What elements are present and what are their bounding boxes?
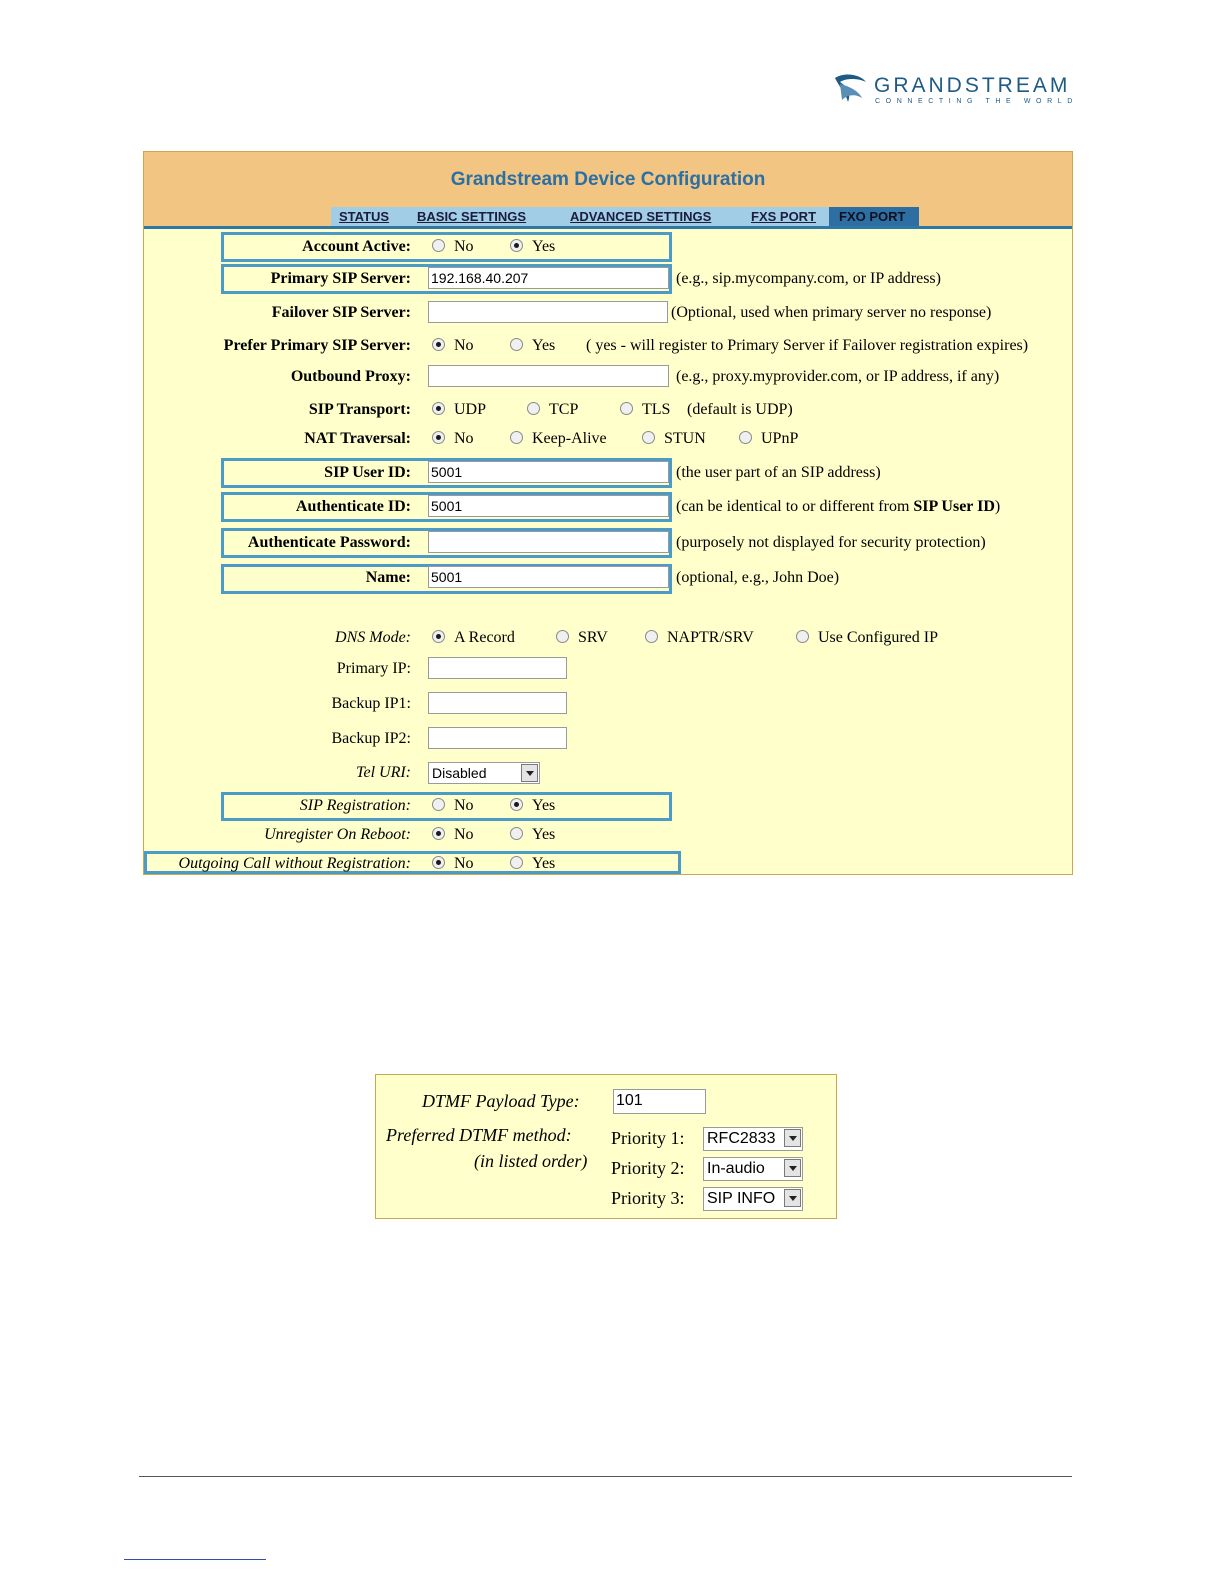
chevron-down-icon[interactable] [521, 764, 538, 782]
dtmf-settings-panel [375, 1074, 837, 1219]
sip-transport-hint: (default is UDP) [687, 401, 793, 418]
radio-selected-icon [432, 630, 445, 643]
sip-registration-no-radio[interactable]: No [432, 797, 474, 815]
chevron-down-icon[interactable] [784, 1159, 801, 1177]
tel-uri-label: Tel URI: [356, 764, 411, 781]
radio-selected-icon [432, 856, 445, 869]
radio-icon [432, 239, 445, 252]
tab-advanced-settings[interactable]: ADVANCED SETTINGS [570, 209, 712, 224]
row-backup-ip1 [144, 692, 1072, 716]
header-divider [144, 226, 1072, 229]
tab-status[interactable]: STATUS [339, 209, 390, 224]
tab-bar [331, 207, 919, 226]
sip-transport-tls-radio[interactable]: TLS [620, 401, 670, 419]
row-outbound-proxy [144, 365, 1072, 389]
radio-icon [796, 630, 809, 643]
row-failover-sip-server [144, 301, 1072, 325]
account-active-no-radio[interactable]: No [432, 238, 474, 256]
prefer-primary-label: Prefer Primary SIP Server: [223, 337, 411, 354]
dns-mode-use-configured-ip-radio[interactable]: Use Configured IP [796, 629, 938, 647]
account-active-yes-radio[interactable]: Yes [510, 238, 555, 256]
footer-divider [139, 1476, 1072, 1477]
dns-mode-a-record-radio[interactable]: A Record [432, 629, 515, 647]
radio-icon [527, 402, 540, 415]
sip-registration-yes-radio[interactable]: Yes [510, 797, 555, 815]
outbound-proxy-label: Outbound Proxy: [290, 368, 411, 385]
tel-uri-select[interactable]: Disabled [428, 762, 540, 784]
row-name [144, 566, 1072, 590]
dns-mode-naptr-srv-radio[interactable]: NAPTR/SRV [645, 629, 754, 647]
row-primary-sip-server [144, 267, 1072, 291]
radio-selected-icon [432, 402, 445, 415]
row-unregister-on-reboot [144, 823, 1072, 847]
sip-transport-udp-radio[interactable]: UDP [432, 401, 486, 419]
row-sip-user-id [144, 461, 1072, 485]
row-sip-registration [144, 794, 1072, 818]
chevron-down-icon[interactable] [784, 1189, 801, 1207]
chevron-down-icon[interactable] [784, 1129, 801, 1147]
logo-tagline: CONNECTING THE WORLD [875, 98, 1078, 105]
grandstream-logo [832, 72, 1078, 112]
authenticate-id-input[interactable]: 5001 [428, 495, 669, 517]
primary-ip-label: Primary IP: [336, 660, 411, 677]
row-outgoing-call-without-registration [144, 852, 1072, 876]
grandstream-logo-icon [832, 72, 868, 110]
dtmf-payload-type-input[interactable]: 101 [613, 1089, 706, 1114]
account-active-label: Account Active: [302, 238, 411, 255]
primary-sip-server-input[interactable]: 192.168.40.207 [428, 267, 669, 289]
primary-sip-server-label: Primary SIP Server: [270, 270, 411, 287]
tab-basic-settings[interactable]: BASIC SETTINGS [417, 209, 527, 224]
dtmf-payload-type-label: DTMF Payload Type: [422, 1091, 580, 1111]
unregister-on-reboot-no-radio[interactable]: No [432, 826, 474, 844]
failover-sip-server-input[interactable] [428, 301, 668, 323]
unregister-on-reboot-yes-radio[interactable]: Yes [510, 826, 555, 844]
name-label: Name: [365, 569, 411, 586]
authenticate-password-input[interactable] [428, 531, 669, 553]
footer-link-underline [124, 1559, 266, 1560]
radio-icon [642, 431, 655, 444]
radio-selected-icon [432, 338, 445, 351]
outgoing-call-yes-radio[interactable]: Yes [510, 855, 555, 873]
row-authenticate-password [144, 531, 1072, 555]
row-prefer-primary [144, 334, 1072, 358]
outbound-proxy-input[interactable] [428, 365, 669, 387]
nat-traversal-label: NAT Traversal: [304, 430, 411, 447]
page-title: Grandstream Device Configuration [450, 169, 766, 190]
priority-1-select[interactable]: RFC2833 [703, 1127, 803, 1151]
priority-2-label: Priority 2: [611, 1158, 685, 1178]
prefer-primary-yes-radio[interactable]: Yes [510, 337, 555, 355]
radio-icon [620, 402, 633, 415]
backup-ip2-label: Backup IP2: [331, 730, 411, 747]
priority-3-label: Priority 3: [611, 1188, 685, 1208]
unregister-on-reboot-label: Unregister On Reboot: [264, 826, 411, 843]
tab-fxo-port[interactable]: FXO PORT [829, 207, 919, 226]
nat-traversal-keep-alive-radio[interactable]: Keep-Alive [510, 430, 607, 448]
outbound-proxy-hint: (e.g., proxy.myprovider.com, or IP address, if any) [676, 368, 1000, 385]
priority-3-select[interactable]: SIP INFO [703, 1187, 803, 1211]
dns-mode-label: DNS Mode: [335, 629, 411, 646]
sip-transport-label: SIP Transport: [308, 401, 411, 418]
panel-header [144, 152, 1072, 226]
radio-icon [510, 431, 523, 444]
radio-icon [432, 798, 445, 811]
authenticate-password-label: Authenticate Password: [247, 534, 411, 551]
sip-user-id-hint: (the user part of an SIP address) [676, 464, 881, 481]
row-primary-ip [144, 657, 1072, 681]
primary-sip-server-hint: (e.g., sip.mycompany.com, or IP address) [676, 270, 941, 287]
failover-sip-server-hint: (Optional, used when primary server no response) [671, 304, 992, 321]
prefer-primary-no-radio[interactable]: No [432, 337, 474, 355]
name-hint: (optional, e.g., John Doe) [676, 569, 840, 586]
authenticate-id-label: Authenticate ID: [295, 498, 411, 515]
authenticate-password-hint: (purposely not displayed for security protection) [676, 534, 986, 551]
nat-traversal-upnp-radio[interactable]: UPnP [739, 430, 798, 448]
name-input[interactable]: 5001 [428, 566, 669, 588]
backup-ip1-label: Backup IP1: [331, 695, 411, 712]
nat-traversal-stun-radio[interactable]: STUN [642, 430, 706, 448]
outgoing-call-no-radio[interactable]: No [432, 855, 474, 873]
radio-selected-icon [510, 239, 523, 252]
radio-icon [645, 630, 658, 643]
radio-icon [510, 827, 523, 840]
dtmf-method-label: Preferred DTMF method: [386, 1125, 572, 1145]
row-account-active [144, 235, 1072, 259]
failover-sip-server-label: Failover SIP Server: [271, 304, 411, 321]
row-nat-traversal [144, 427, 1072, 451]
priority-1-label: Priority 1: [611, 1128, 685, 1148]
dtmf-method-sublabel: (in listed order) [474, 1151, 588, 1171]
row-backup-ip2 [144, 727, 1072, 751]
outgoing-call-label: Outgoing Call without Registration: [178, 855, 411, 872]
dns-mode-srv-radio[interactable]: SRV [556, 629, 608, 647]
row-dns-mode [144, 626, 1072, 650]
primary-ip-input[interactable] [428, 657, 567, 679]
sip-user-id-label: SIP User ID: [324, 464, 411, 481]
row-tel-uri [144, 761, 1072, 785]
radio-icon [739, 431, 752, 444]
radio-selected-icon [432, 827, 445, 840]
authenticate-id-hint: (can be identical to or different from SIP User ID) [676, 498, 1001, 515]
radio-icon [510, 856, 523, 869]
sip-transport-tcp-radio[interactable]: TCP [527, 401, 578, 419]
backup-ip2-input[interactable] [428, 727, 567, 749]
radio-selected-icon [432, 431, 445, 444]
device-config-panel [143, 151, 1073, 875]
sip-user-id-input[interactable]: 5001 [428, 461, 669, 483]
tab-fxs-port[interactable]: FXS PORT [751, 209, 817, 224]
radio-selected-icon [510, 798, 523, 811]
sip-registration-label: SIP Registration: [299, 797, 411, 814]
prefer-primary-hint: ( yes - will register to Primary Server if Failover registration expires) [586, 337, 1029, 354]
nat-traversal-no-radio[interactable]: No [432, 430, 474, 448]
row-authenticate-id [144, 495, 1072, 519]
backup-ip1-input[interactable] [428, 692, 567, 714]
radio-icon [556, 630, 569, 643]
priority-2-select[interactable]: In-audio [703, 1157, 803, 1181]
logo-name: GRANDSTREAM [874, 74, 1071, 97]
row-sip-transport [144, 398, 1072, 422]
radio-icon [510, 338, 523, 351]
